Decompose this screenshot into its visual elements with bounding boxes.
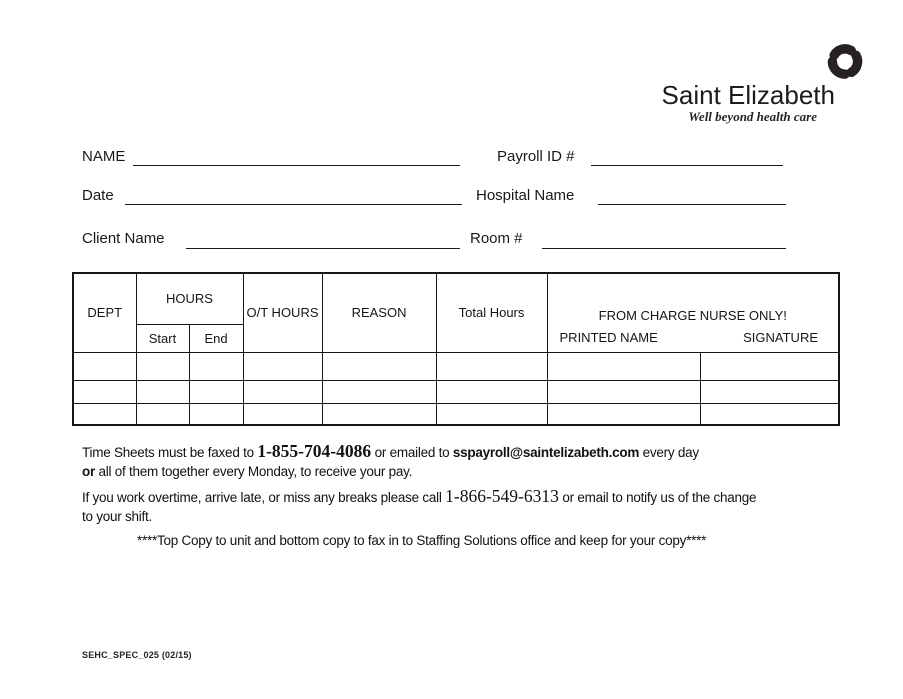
brand-name: Saint Elizabeth <box>661 80 835 110</box>
fax-instruction-text: every day <box>639 445 699 460</box>
date-input-line[interactable] <box>125 204 462 205</box>
brand-tagline: Well beyond health care <box>688 109 817 124</box>
fax-number: 1-855-704-4086 <box>257 441 372 461</box>
end-cell[interactable] <box>189 380 243 403</box>
hospital-name-input-line[interactable] <box>598 204 786 205</box>
reason-cell[interactable] <box>322 352 436 380</box>
reason-header: REASON <box>322 273 436 352</box>
overtime-instruction-text: or email to notify us of the change <box>558 490 757 505</box>
name-input-line[interactable] <box>133 165 460 166</box>
table-row <box>73 352 839 380</box>
fax-instruction-text: all of them together every Monday, to receive your pay. <box>95 463 413 479</box>
ot-hours-header: O/T HOURS <box>243 273 322 352</box>
table-row <box>73 380 839 403</box>
signature-cell[interactable] <box>700 352 839 380</box>
signature-cell[interactable] <box>700 403 839 425</box>
date-label: Date <box>82 187 114 204</box>
start-cell[interactable] <box>136 352 189 380</box>
ot-hours-cell[interactable] <box>243 403 322 425</box>
fax-instruction-line1 <box>82 442 842 463</box>
copy-distribution-note: ****Top Copy to unit and bottom copy to fax in to Staffing Solutions office and keep for your copy**** <box>137 533 707 548</box>
table-row <box>73 403 839 425</box>
fax-instruction-text: Time Sheets must be faxed to <box>82 445 258 460</box>
dept-header: DEPT <box>73 273 136 352</box>
printed-name-cell[interactable] <box>547 352 700 380</box>
overtime-instruction-text: If you work overtime, arrive late, or miss any breaks please call <box>82 490 446 505</box>
payroll-id-input-line[interactable] <box>591 165 783 166</box>
start-cell[interactable] <box>136 380 189 403</box>
start-header: Start <box>136 324 189 352</box>
swirl-icon <box>818 37 872 86</box>
hospital-name-label: Hospital Name <box>476 187 575 204</box>
client-name-label: Client Name <box>82 230 165 247</box>
room-number-input-line[interactable] <box>542 248 786 249</box>
reason-cell[interactable] <box>322 403 436 425</box>
timesheet-table <box>72 272 840 426</box>
overtime-instruction-line1 <box>82 487 842 508</box>
end-cell[interactable] <box>189 352 243 380</box>
dept-cell[interactable] <box>73 352 136 380</box>
room-number-label: Room # <box>470 230 523 247</box>
total-hours-cell[interactable] <box>436 380 547 403</box>
end-header: End <box>189 324 243 352</box>
end-cell[interactable] <box>189 403 243 425</box>
or-emphasis: or <box>82 463 95 479</box>
printed-name-header: PRINTED NAME <box>559 329 658 345</box>
total-hours-header: Total Hours <box>436 273 547 352</box>
hours-header: HOURS <box>136 273 243 324</box>
name-label: NAME <box>82 148 126 165</box>
total-hours-cell[interactable] <box>436 352 547 380</box>
total-hours-cell[interactable] <box>436 403 547 425</box>
dept-cell[interactable] <box>73 403 136 425</box>
ot-hours-cell[interactable] <box>243 380 322 403</box>
signature-cell[interactable] <box>700 380 839 403</box>
overtime-phone-number: 1-866-549-6313 <box>445 486 559 506</box>
start-cell[interactable] <box>136 403 189 425</box>
reason-cell[interactable] <box>322 380 436 403</box>
printed-name-cell[interactable] <box>547 380 700 403</box>
charge-nurse-header <box>547 273 839 352</box>
client-name-input-line[interactable] <box>186 248 460 249</box>
ot-hours-cell[interactable] <box>243 352 322 380</box>
signature-header: SIGNATURE <box>743 329 819 345</box>
payroll-id-label: Payroll ID # <box>497 148 575 165</box>
overtime-instruction-line2: to your shift. <box>82 508 153 524</box>
fax-instruction-line2 <box>82 463 842 482</box>
form-code: SEHC_SPEC_025 (02/15) <box>82 650 192 660</box>
printed-name-cell[interactable] <box>547 403 700 425</box>
payroll-email: sspayroll@saintelizabeth.com <box>452 445 640 460</box>
dept-cell[interactable] <box>73 380 136 403</box>
instructions-block <box>82 442 842 526</box>
charge-nurse-title: FROM CHARGE NURSE ONLY! <box>598 308 787 324</box>
fax-instruction-text: or emailed to <box>371 445 453 460</box>
